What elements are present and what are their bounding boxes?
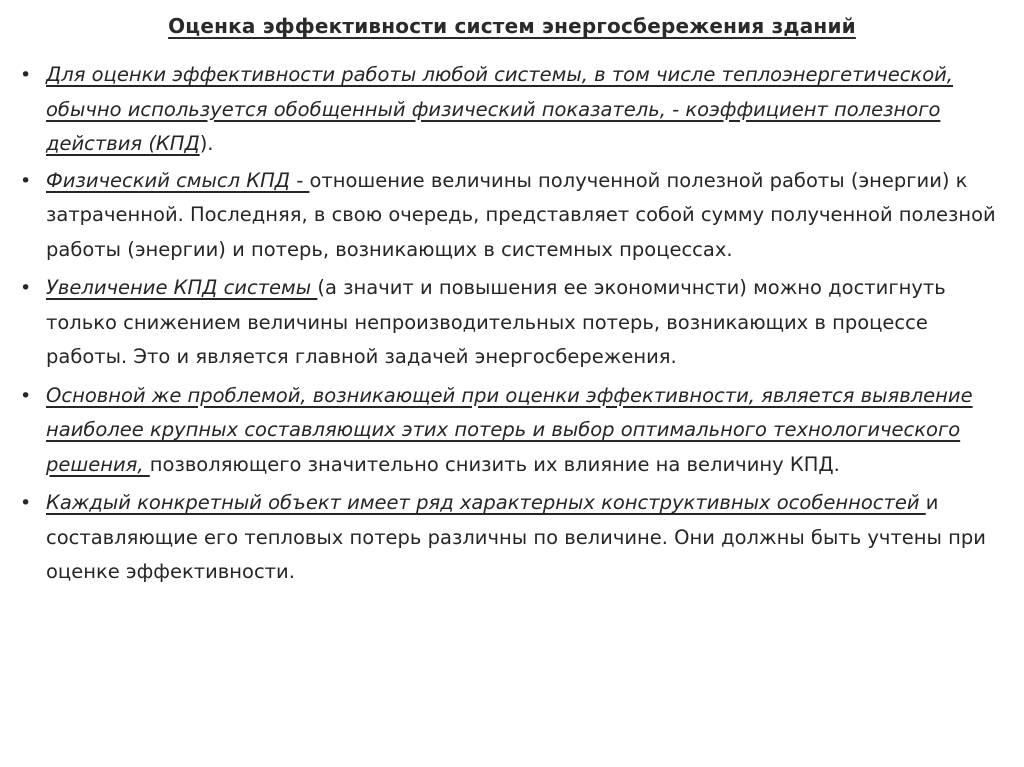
bullet-item-main-problem (20, 379, 1005, 483)
bullet-text: (а значит и повышения ее экономичнсти) можно достигнуть только снижением величины непроизводительных потерь, возникающих в процессе работы. Это и является главной задачей энергосбережения. (46, 276, 946, 368)
bullet-emphasis: Основной же проблемой, возникающей при оценки эффективности, является выявление наиболее крупных составляющих этих потерь и выбор оптимального технологического решения, (46, 383, 973, 476)
bullet-emphasis: Для оценки эффективности работы любой системы, в том числе теплоэнергетической, обычно используется обобщенный физический показатель, - коэффициент полезного действия (КПД (46, 63, 954, 155)
bullet-text: и составляющие его тепловых потерь различны по величине. Они должны быть учтены при оценке эффективности. (46, 491, 986, 583)
bullet-text: позволяющего значительно снизить их влияние на величину КПД. (149, 452, 840, 476)
bullet-item-object-features (20, 486, 1005, 590)
bullet-text: отношение величины полученной полезной работы (энергии) к затраченной. Последняя, в свою очередь, представляет собой сумму полученной полезной работы (энергии) и потерь, возникающих в системных процессах. (46, 168, 996, 261)
bullet-icon: • (20, 384, 32, 407)
bullet-icon: • (20, 492, 32, 514)
bullet-item-physical-meaning (20, 164, 1005, 268)
bullet-emphasis: Каждый конкретный объект имеет ряд характерных конструктивных особенностей (46, 491, 926, 514)
bullet-list (20, 58, 1005, 590)
bullet-icon: • (20, 277, 32, 299)
bullet-emphasis: Увеличение КПД системы (46, 276, 318, 299)
bullet-emphasis: Физический смысл КПД - (46, 168, 310, 192)
bullet-text: ). (199, 132, 214, 155)
bullet-item-kpd-increase (20, 271, 1005, 375)
bullet-icon: • (20, 64, 32, 86)
bullet-item-kpd-definition (20, 58, 1005, 162)
bullet-icon: • (20, 169, 32, 192)
slide-title (0, 14, 1024, 38)
slide-title-text: Оценка эффективности систем энергосбережения зданий (168, 14, 856, 38)
